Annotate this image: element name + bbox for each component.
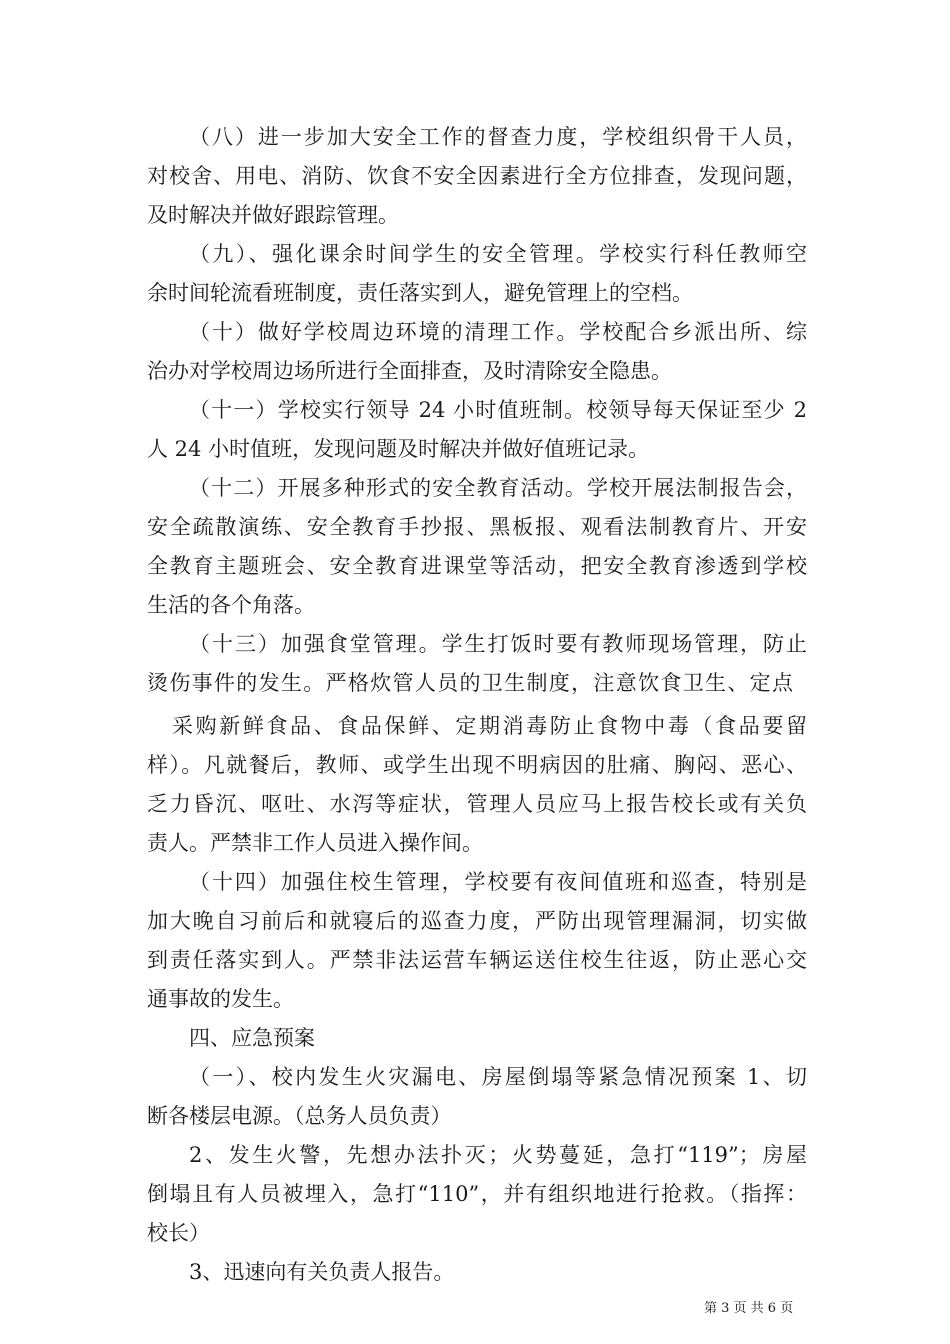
text-line: （十一）学校实行领导 24 小时值班制。校领导每天保证至少 2	[189, 398, 807, 422]
text-line: 3、迅速向有关负责人报告。	[189, 1260, 455, 1284]
text-line: （十）做好学校周边环境的清理工作。学校配合乡派出所、综	[189, 320, 807, 344]
text-line: 治办对学校周边场所进行全面排查，及时清除安全隐患。	[147, 359, 672, 383]
text-line: （十四）加强住校生管理，学校要有夜间值班和巡查，特别是	[189, 870, 807, 894]
text-line: 人 24 小时值班，发现问题及时解决并做好值班记录。	[147, 437, 650, 461]
text-line: 责人。严禁非工作人员进入操作间。	[147, 831, 483, 855]
text-line: 断各楼层电源。（总务人员负责）	[147, 1104, 452, 1128]
text-line: 2、发生火警，先想办法扑灭；火势蔓延，急打“119”；房屋	[189, 1143, 807, 1167]
page-number: 第 3 页 共 6 页	[704, 1301, 794, 1316]
text-line: 余时间轮流看班制度，责任落实到人，避免管理上的空档。	[147, 281, 693, 305]
section-heading: 四、应急预案	[189, 1026, 315, 1050]
text-line: 样）。凡就餐后，教师、或学生出现不明病因的肚痛、胸闷、恶心、	[147, 753, 807, 777]
text-line: （一）、校内发生火灾漏电、房屋倒塌等紧急情况预案 1、切	[189, 1065, 807, 1089]
text-line: 倒塌且有人员被埋入，急打“110”，并有组织地进行抢救。（指挥：	[147, 1182, 807, 1206]
text-line: （十三）加强食堂管理。学生打饭时要有教师现场管理，防止	[189, 632, 807, 656]
text-line: 全教育主题班会、安全教育进课堂等活动，把安全教育渗透到学校	[147, 554, 807, 578]
text-line: 采购新鲜食品、食品保鲜、定期消毒防止食物中毒（食品要留	[172, 714, 807, 738]
text-line: 加大晚自习前后和就寝后的巡查力度，严防出现管理漏洞，切实做	[147, 909, 807, 933]
text-line: 乏力昏沉、呕吐、水泻等症状，管理人员应马上报告校长或有关负	[147, 792, 807, 816]
text-line: 生活的各个角落。	[147, 593, 315, 617]
text-line: 安全疏散演练、安全教育手抄报、黑板报、观看法制教育片、开安	[147, 515, 807, 539]
text-line: （八）进一步加大安全工作的督查力度，学校组织骨干人员，	[189, 125, 807, 149]
text-line: 到责任落实到人。严禁非法运营车辆运送住校生往返，防止恶心交	[147, 948, 807, 972]
text-line: 通事故的发生。	[147, 987, 294, 1011]
text-line: 及时解决并做好跟踪管理。	[147, 203, 399, 227]
text-line: 烫伤事件的发生。严格炊管人员的卫生制度，注意饮食卫生、定点	[147, 671, 793, 695]
text-line: （十二）开展多种形式的安全教育活动。学校开展法制报告会，	[189, 476, 807, 500]
text-line: 对校舍、用电、消防、饮食不安全因素进行全方位排查，发现问题，	[147, 164, 807, 188]
text-line: （九）、强化课余时间学生的安全管理。学校实行科任教师空	[189, 242, 807, 266]
text-line: 校长）	[147, 1221, 210, 1245]
